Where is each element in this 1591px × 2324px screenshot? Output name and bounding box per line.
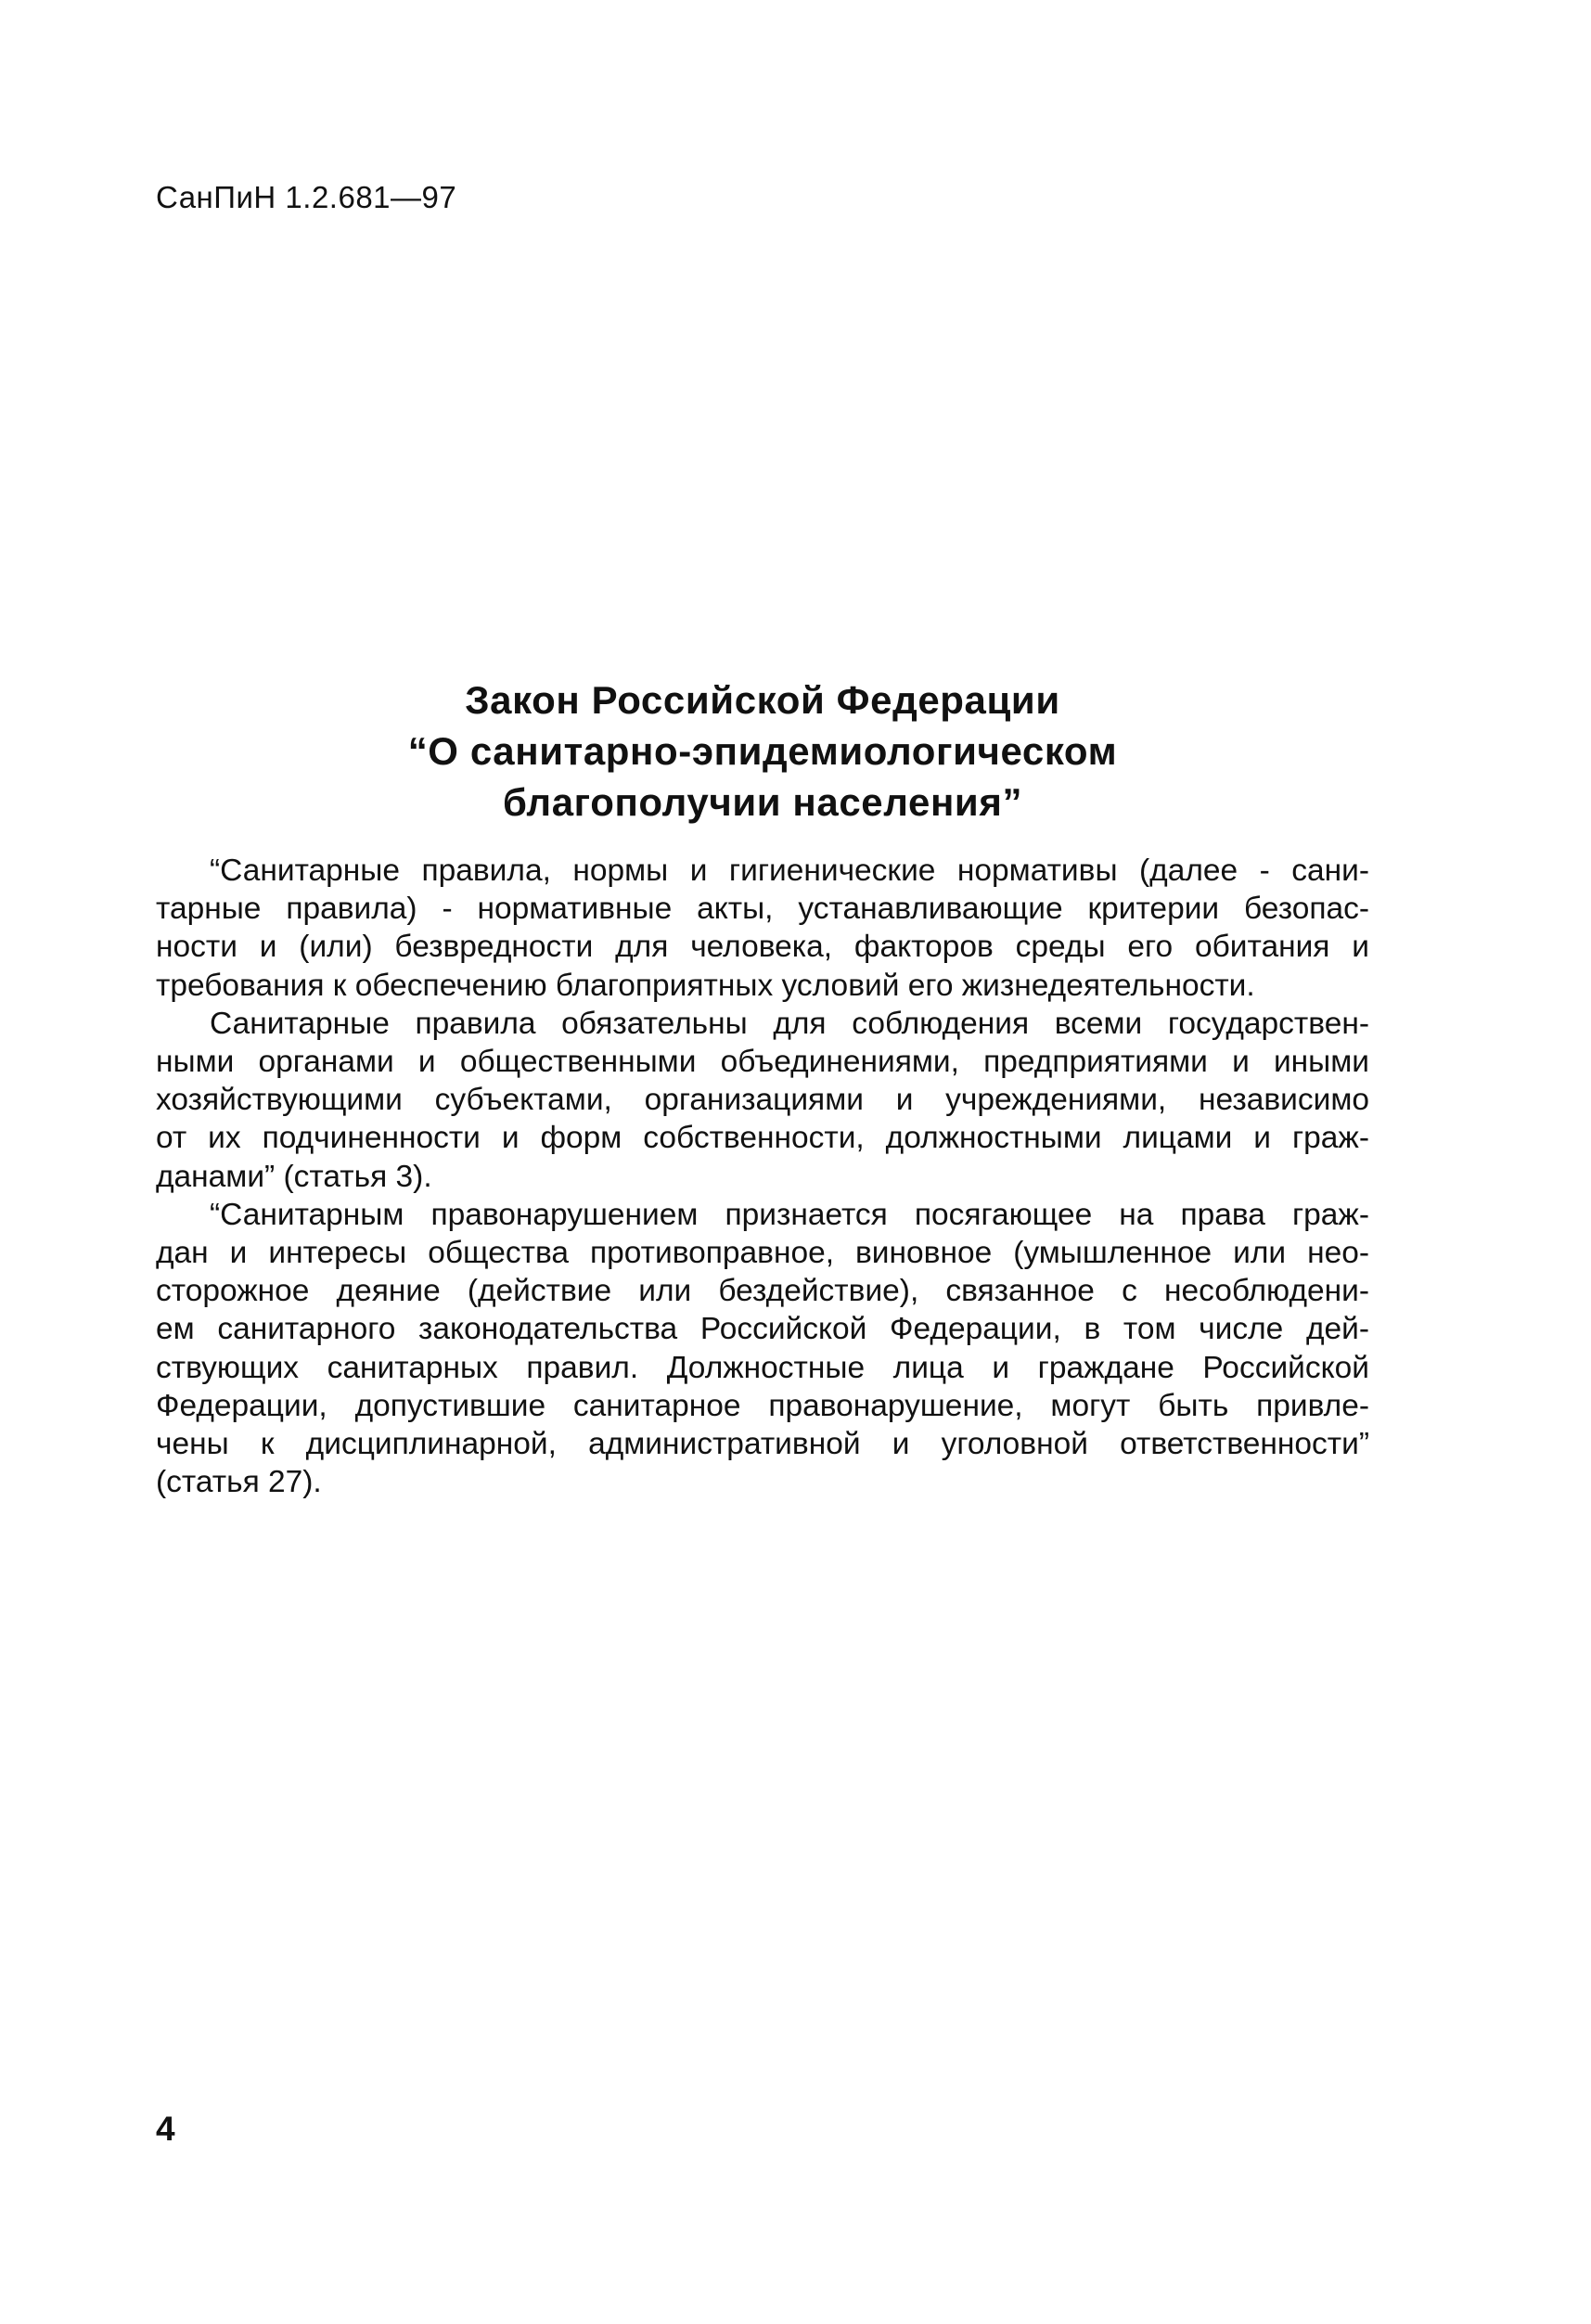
- text-line: ными органами и общественными объединениями, предприятиями и иными: [156, 1045, 1369, 1080]
- text-line: (статья 27).: [156, 1465, 322, 1500]
- text-line: данами” (статья 3).: [156, 1159, 432, 1194]
- title-line: Закон Российской Федерации: [465, 678, 1060, 722]
- text-line: “Санитарные правила, нормы и гигиенические нормативы (далее - сани-: [210, 854, 1369, 888]
- text-line: ем санитарного законодательства Российской Федерации, в том числе дей-: [156, 1312, 1369, 1347]
- text-line: хозяйствующими субъектами, организациями и учреждениями, независимо: [156, 1083, 1369, 1118]
- document-code: СанПиН 1.2.681—97: [156, 180, 457, 214]
- title-line: “О санитарно-эпидемиологическом: [407, 729, 1118, 773]
- body-text: [156, 852, 1369, 1501]
- text-line: чены к дисциплинарной, административной и уголовной ответственности”: [156, 1427, 1369, 1462]
- paragraph-sanitary-violation: [156, 1196, 1369, 1502]
- law-title: [156, 674, 1369, 828]
- text-line: дан и интересы общества противоправное, виновное (умышленное или нео-: [156, 1236, 1369, 1271]
- paragraph-sanitary-rules-definition: [156, 852, 1369, 1005]
- text-line: Санитарные правила обязательны для соблюдения всеми государствен-: [210, 1006, 1369, 1041]
- text-line: требования к обеспечению благоприятных условий его жизнедеятельности.: [156, 968, 1255, 1003]
- text-line: ствующих санитарных правил. Должностные лица и граждане Российской: [156, 1350, 1369, 1385]
- text-line: Федерации, допустившие санитарное правонарушение, могут быть привле-: [156, 1388, 1369, 1423]
- text-line: ности и (или) безвредности для человека, факторов среды его обитания и: [156, 930, 1369, 965]
- page-number: 4: [156, 2110, 175, 2148]
- text-line: от их подчиненности и форм собственности, должностными лицами и граж-: [156, 1121, 1369, 1156]
- text-line: тарные правила) - нормативные акты, устанавливающие критерии безопас-: [156, 892, 1369, 927]
- text-line: “Санитарным правонарушением признается посягающее на права граж-: [210, 1197, 1369, 1232]
- title-line: благополучии населения”: [502, 780, 1023, 824]
- text-line: сторожное деяние (действие или бездействие), связанное с несоблюдени-: [156, 1274, 1369, 1309]
- paragraph-mandatory-compliance: [156, 1005, 1369, 1196]
